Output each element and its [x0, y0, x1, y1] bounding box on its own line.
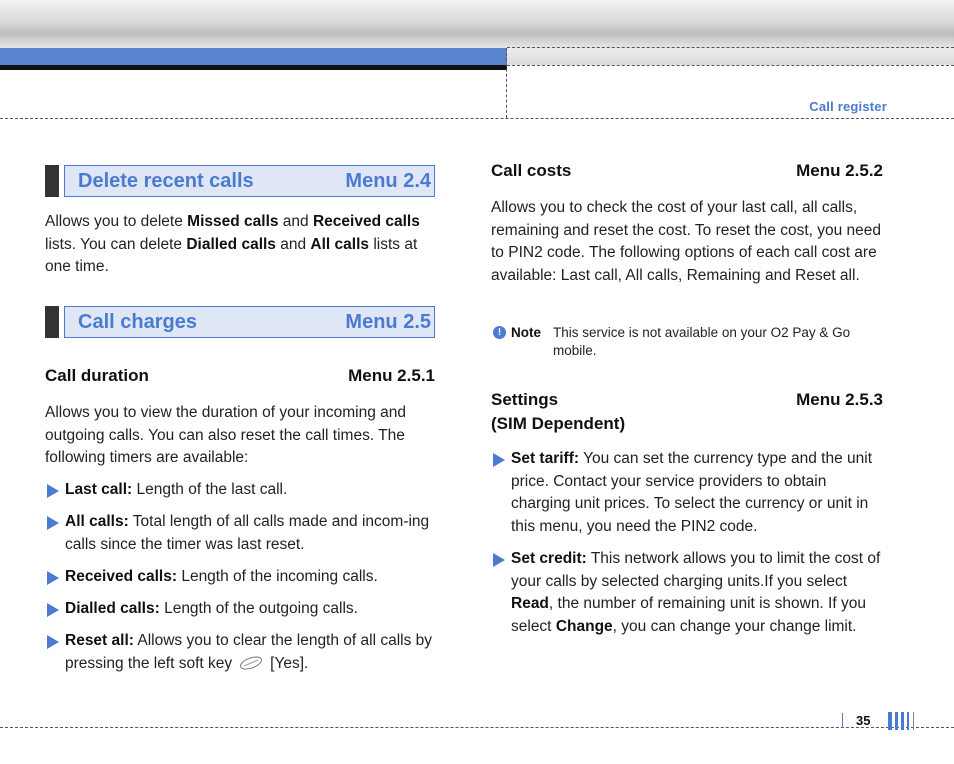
- bullet-text: Allows you to clear the length of all calls by pressing the left soft key: [65, 632, 433, 672]
- section-delete-recent-calls: [45, 165, 435, 197]
- bullet-label: Dialled calls:: [65, 600, 160, 617]
- delete-body: [45, 211, 437, 279]
- costs-body: Allows you to check the cost of your last call, all calls, remaining and reset the cost. To reset the cost, you need to PIN2 code. The following options of each call cost are available: Last call, All calls, Remaining and Reset all.: [491, 199, 882, 284]
- bullet-arrow-icon: [493, 453, 505, 467]
- text: and: [278, 213, 313, 230]
- subhead-call-duration: [45, 366, 435, 386]
- bullet-arrow-icon: [47, 635, 59, 649]
- subhead-title: Call costs: [491, 161, 572, 180]
- subhead-settings: [491, 388, 883, 436]
- text: lists at one time.: [45, 235, 418, 275]
- section-marker: [45, 165, 59, 197]
- bullet-label: Last call:: [65, 481, 133, 498]
- bold-term: Dialled calls: [186, 235, 276, 253]
- header-dash-vertical: [506, 48, 507, 118]
- bullet-text: Length of the incoming calls.: [177, 568, 378, 585]
- text: and: [275, 235, 311, 253]
- bullet-arrow-icon: [47, 484, 59, 498]
- bullet-label: Set tariff:: [511, 450, 580, 467]
- section-box: [64, 165, 435, 197]
- page-number-bars: [888, 712, 918, 730]
- header-dash-top: [507, 47, 954, 48]
- section-menu-number: Menu 2.5: [345, 311, 431, 333]
- bullet-text: You can set the currency type and the unit price. Contact your service providers to obtain charging unit prices. To select the currency or unit in this menu, you need the PIN2 code.: [511, 450, 873, 535]
- page-number-separator: [842, 713, 843, 728]
- subhead-call-costs: [491, 161, 883, 181]
- bar: [913, 712, 914, 730]
- note-text: This service is not available on your O2 Pay & Go mobile.: [553, 325, 851, 358]
- bullet-text: This network allows you to limit the cost of your calls by selected charging units.If you select: [511, 550, 881, 590]
- text: lists. You can delete: [45, 235, 187, 253]
- subhead-menu-number: Menu 2.5.1: [348, 366, 435, 385]
- bar: [888, 712, 892, 730]
- bullet-arrow-icon: [47, 516, 59, 530]
- subhead-menu-number: Menu 2.5.3: [796, 390, 883, 409]
- bold-term: All calls: [310, 235, 370, 253]
- subhead-title: Settings: [491, 390, 559, 409]
- bullet-label: Received calls:: [65, 568, 178, 585]
- bar: [895, 712, 898, 730]
- bullet-text: , you can change your change limit.: [612, 617, 857, 635]
- bullet-label: All calls:: [65, 513, 129, 530]
- left-soft-key-icon: [238, 656, 264, 670]
- bullet-arrow-icon: [493, 553, 505, 567]
- bullet-suffix: [Yes].: [270, 654, 309, 672]
- header-black-band: [0, 65, 507, 70]
- bullet-label: Set credit:: [511, 550, 587, 567]
- header-right-strip: [507, 48, 954, 65]
- section-title: Delete recent calls: [78, 170, 254, 192]
- bullet-arrow-icon: [47, 603, 59, 617]
- bold-term: Change: [555, 617, 613, 635]
- running-head: Call register: [809, 99, 887, 114]
- subhead-title: Call duration: [45, 366, 149, 385]
- bar: [907, 712, 909, 730]
- bullet-text: Length of the last call.: [132, 481, 288, 498]
- header-dash-mid: [507, 65, 954, 66]
- bullet-label: Reset all:: [65, 632, 134, 649]
- section-menu-number: Menu 2.4: [345, 170, 431, 192]
- note-label: Note: [511, 325, 541, 340]
- section-marker: [45, 306, 59, 338]
- header-gradient: [0, 0, 954, 48]
- duration-body: Allows you to view the duration of your incoming and outgoing calls. You can also reset the call times. The following timers are available:: [45, 404, 407, 466]
- bullet-text: , the number of remaining unit is shown. If you select: [511, 595, 866, 635]
- subhead-menu-number: Menu 2.5.2: [796, 161, 883, 180]
- bold-term: Missed calls: [187, 213, 279, 230]
- footer-dash: [0, 727, 954, 728]
- section-box: [64, 306, 435, 338]
- section-call-charges: [45, 306, 435, 338]
- page-number: 35: [856, 713, 871, 728]
- section-title: Call charges: [78, 311, 197, 333]
- subhead-subtitle: (SIM Dependent): [491, 414, 626, 433]
- header-blue-band: [0, 48, 507, 65]
- bullet-arrow-icon: [47, 571, 59, 585]
- text: Allows you to delete: [45, 213, 188, 230]
- bold-term: Read: [511, 595, 549, 612]
- bullet-text: Total length of all calls made and incom-ing calls since the timer was last reset.: [65, 513, 430, 553]
- info-icon: !: [493, 326, 506, 339]
- bold-term: Received calls: [312, 213, 420, 230]
- header-dash-bottom: [0, 118, 954, 119]
- bar: [901, 712, 904, 730]
- bullet-text: Length of the outgoing calls.: [159, 600, 358, 617]
